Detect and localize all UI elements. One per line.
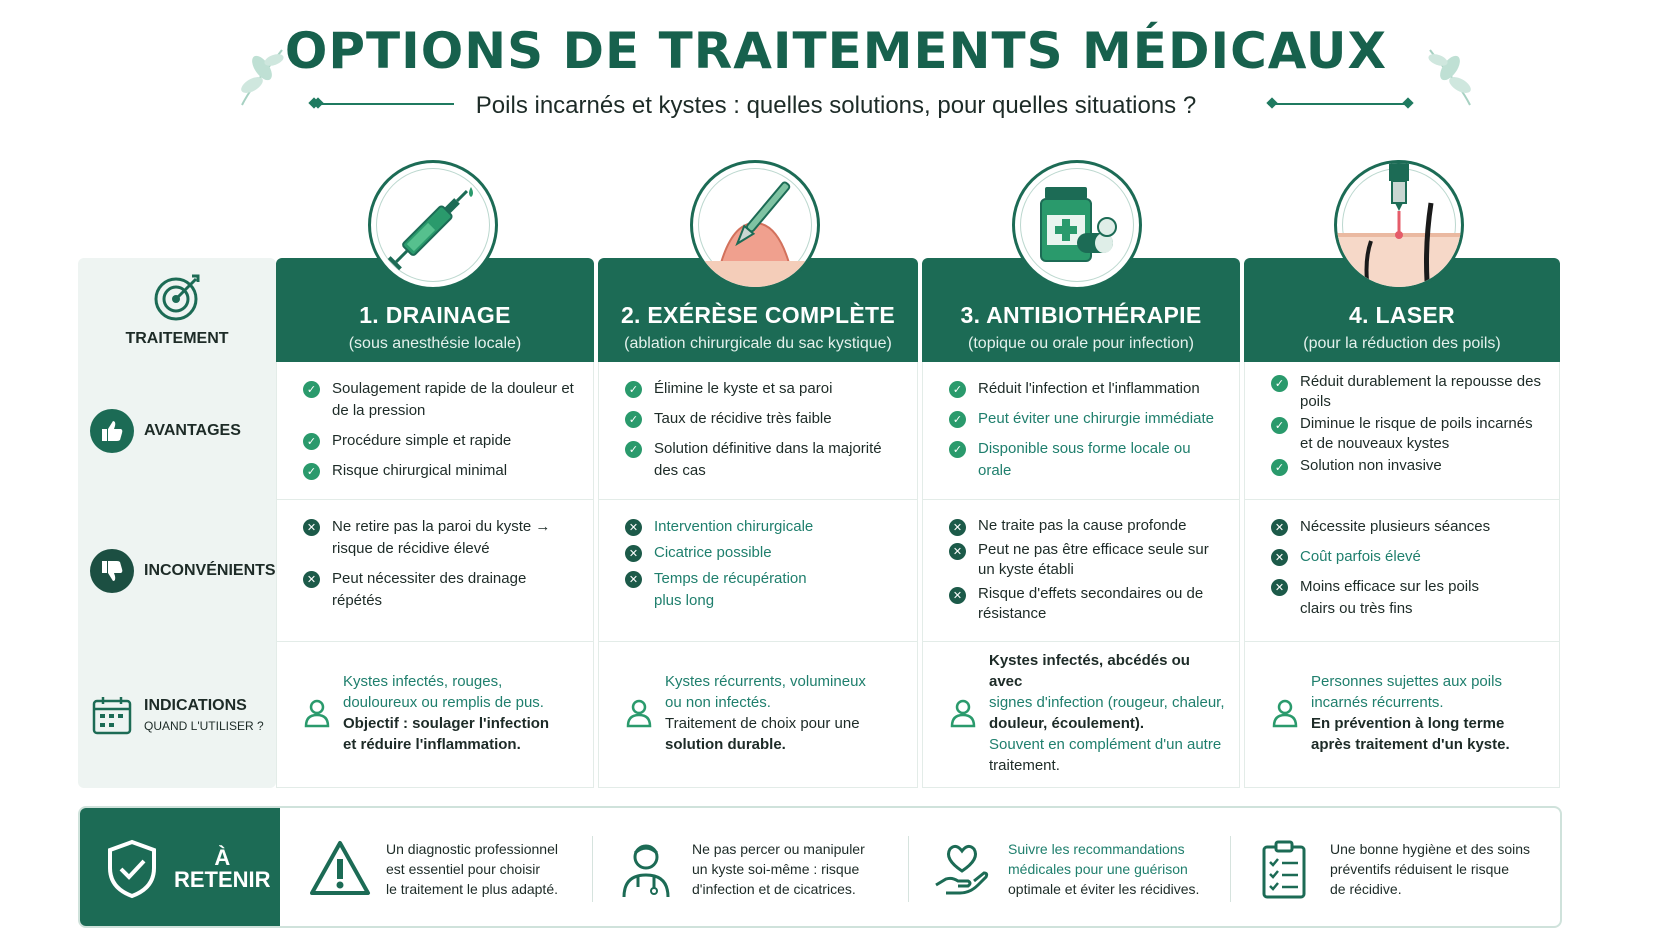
- check-icon: ✓: [949, 411, 966, 428]
- advantage-text: Élimine le kyste et sa paroi: [654, 380, 833, 397]
- row-label-treatment: [78, 258, 276, 362]
- row-label-disadvantages-text: INCONVÉNIENTS: [144, 562, 276, 579]
- advantage-text: Procédure simple et rapide: [332, 432, 512, 449]
- advantage-item: [303, 378, 579, 422]
- thumbs-up-icon: [90, 409, 134, 453]
- indication-text: Personnes sujettes aux poils: [1311, 672, 1502, 690]
- retain-tip-text: un kyste soi-même : risque: [692, 861, 860, 877]
- calendar-icon: [90, 693, 134, 737]
- indication-text: En prévention à long terme: [1311, 714, 1505, 732]
- advantage-text: Solution définitive dans la majorité des cas: [654, 440, 882, 479]
- advantage-item: [1271, 372, 1545, 412]
- advantage-text: Disponible sous forme locale ou orale: [978, 440, 1191, 479]
- person-icon: [625, 698, 653, 728]
- disadvantages-cell-laser: [1244, 500, 1560, 642]
- cross-icon: ✕: [303, 571, 320, 588]
- page-title: OPTIONS DE TRAITEMENTS MÉDICAUX: [284, 22, 1388, 80]
- advantage-item: [949, 408, 1225, 430]
- check-icon: ✓: [625, 381, 642, 398]
- disadvantages-cell-drainage: [276, 500, 594, 642]
- advantage-item: [303, 430, 579, 452]
- retain-tip-text: Un diagnostic professionnel: [386, 841, 558, 857]
- advantage-text: Taux de récidive très faible: [654, 410, 832, 427]
- row-label-advantages-text: AVANTAGES: [144, 422, 241, 439]
- retain-tip: [614, 808, 865, 928]
- row-label-disadvantages: [78, 500, 276, 642]
- page-subtitle: Poils incarnés et kystes : quelles solutions, pour quelles situations ?: [475, 92, 1197, 119]
- cross-icon: ✕: [625, 519, 642, 536]
- disadvantage-item: [1271, 516, 1545, 538]
- indication-text: Kystes infectés, rouges,: [343, 672, 503, 690]
- retain-label-bottom: RETENIR: [174, 867, 271, 892]
- check-icon: ✓: [1271, 459, 1288, 476]
- advantage-item: [625, 408, 903, 430]
- indication-text: Souvent en complément d'un autre: [989, 735, 1222, 753]
- cross-icon: ✕: [625, 571, 642, 588]
- indication-text: traitement.: [989, 756, 1060, 774]
- advantage-item: [1271, 456, 1545, 476]
- person-icon: [1271, 698, 1299, 728]
- disadvantage-text: Peut ne pas être efficace seule sur un kyste établi: [978, 541, 1209, 578]
- cross-icon: ✕: [1271, 579, 1288, 596]
- indication-text: et réduire l'inflammation.: [343, 735, 521, 753]
- disadvantage-text: Cicatrice possible: [654, 544, 772, 561]
- row-label-advantages: [78, 362, 276, 500]
- check-icon: ✓: [625, 411, 642, 428]
- disadvantage-item: [949, 584, 1225, 624]
- disadvantage-text: Risque d'effets secondaires ou de résistance: [978, 585, 1204, 622]
- row-label-treatment-text: TRAITEMENT: [125, 330, 229, 347]
- indications-cell-laser: [1244, 642, 1560, 788]
- retain-tip-text: Suivre les recommandations: [1008, 841, 1185, 857]
- indications-cell-drainage: [276, 642, 594, 788]
- cross-icon: ✕: [1271, 549, 1288, 566]
- retain-label-block: [80, 808, 280, 928]
- check-icon: ✓: [303, 381, 320, 398]
- column-subtitle: (sous anesthésie locale): [348, 335, 522, 352]
- retain-tip-text: d'infection et de cicatrices.: [692, 881, 856, 897]
- disadvantage-item: [625, 568, 903, 612]
- check-icon: ✓: [949, 441, 966, 458]
- retain-tip-text: de récidive.: [1330, 881, 1402, 897]
- disadvantage-text: Intervention chirurgicale: [654, 518, 814, 535]
- retain-separator: [1230, 836, 1231, 902]
- column-title: 1. DRAINAGE: [359, 302, 511, 328]
- retain-tip-text: le traitement le plus adapté.: [386, 881, 558, 897]
- disadvantage-text: Moins efficace sur les poils clairs ou très fins: [1300, 578, 1479, 617]
- disadvantage-text: Temps de récupération plus long: [654, 570, 807, 609]
- check-icon: ✓: [303, 463, 320, 480]
- advantages-cell-laser: [1244, 362, 1560, 500]
- scalpel-icon: [690, 160, 820, 290]
- shield-check-icon: [104, 838, 160, 900]
- advantage-text: Solution non invasive: [1300, 457, 1442, 474]
- disadvantage-item: [303, 516, 579, 560]
- retain-tip-text: Une bonne hygiène et des soins: [1330, 841, 1531, 857]
- retain-separator: [592, 836, 593, 902]
- indication-text: Kystes infectés, abcédés ou avec: [989, 651, 1190, 690]
- row-label-indications: [78, 642, 276, 788]
- disadvantage-text: Peut nécessiter des drainage répétés: [332, 570, 527, 609]
- indication-text: douleur, écoulement).: [989, 714, 1145, 732]
- cross-icon: ✕: [1271, 519, 1288, 536]
- retain-separator: [908, 836, 909, 902]
- indications-cell-antibiotherapie: [922, 642, 1240, 788]
- indication-text: signes d'infection (rougeur, chaleur,: [989, 693, 1225, 711]
- check-icon: ✓: [1271, 375, 1288, 392]
- syringe-icon: [368, 160, 498, 290]
- column-title: 4. LASER: [1349, 302, 1455, 328]
- advantage-item: [949, 378, 1225, 400]
- disadvantages-cell-antibiotherapie: [922, 500, 1240, 642]
- medicine-icon: [1012, 160, 1142, 290]
- indication-text: après traitement d'un kyste.: [1311, 735, 1510, 753]
- disadvantage-item: [949, 540, 1225, 580]
- retain-tip: [308, 808, 558, 928]
- advantage-text: Peut éviter une chirurgie immédiate: [978, 410, 1214, 427]
- heart-hand-icon: [930, 837, 994, 901]
- laser-icon: [1334, 160, 1464, 290]
- retain-tip-text: médicales pour une guérison: [1008, 861, 1188, 877]
- retain-tip-text: optimale et éviter les récidives.: [1008, 881, 1200, 897]
- advantages-cell-exerese: [598, 362, 918, 500]
- row-label-indications-text: INDICATIONS: [144, 697, 247, 714]
- decorative-line-right: [1268, 103, 1408, 105]
- cross-icon: ✕: [949, 587, 966, 604]
- cross-icon: ✕: [949, 543, 966, 560]
- cross-icon: ✕: [949, 519, 966, 536]
- indication-text: Traitement de choix pour une: [665, 714, 860, 732]
- disadvantage-item: [1271, 546, 1545, 568]
- indication-text: incarnés récurrents.: [1311, 693, 1444, 711]
- retain-tip: [930, 808, 1199, 928]
- disadvantage-item: [1271, 576, 1545, 620]
- header: [0, 0, 1672, 130]
- check-icon: ✓: [1271, 417, 1288, 434]
- indication-text: douloureux ou remplis de pus.: [343, 693, 544, 711]
- retain-section: [78, 806, 1562, 928]
- disadvantage-text: Ne traite pas la cause profonde: [978, 517, 1187, 534]
- indications-cell-exerese: [598, 642, 918, 788]
- check-icon: ✓: [625, 441, 642, 458]
- thumbs-down-icon: [90, 549, 134, 593]
- retain-tip-text: est essentiel pour choisir: [386, 861, 541, 877]
- retain-label-top: À: [214, 845, 231, 870]
- retain-tip: [1252, 808, 1530, 928]
- check-icon: ✓: [949, 381, 966, 398]
- disadvantage-text: Nécessite plusieurs séances: [1300, 518, 1491, 535]
- target-icon: [152, 272, 202, 322]
- cross-icon: ✕: [625, 545, 642, 562]
- row-label-indications-sub: QUAND L'UTILISER ?: [144, 719, 264, 733]
- advantage-item: [949, 438, 1225, 482]
- advantage-item: [625, 378, 903, 400]
- check-icon: ✓: [303, 433, 320, 450]
- advantage-text: Diminue le risque de poils incarnés et de nouveaux kystes: [1300, 415, 1533, 452]
- advantage-item: [303, 460, 579, 482]
- disadvantage-text: Coût parfois élevé: [1300, 548, 1421, 565]
- advantage-item: [625, 438, 903, 482]
- advantage-text: Réduit durablement la repousse des poils: [1300, 373, 1541, 410]
- column-title: 3. ANTIBIOTHÉRAPIE: [960, 302, 1202, 328]
- person-icon: [303, 698, 331, 728]
- advantages-cell-drainage: [276, 362, 594, 500]
- disadvantage-item: [625, 542, 903, 564]
- advantage-text: Réduit l'infection et l'inflammation: [978, 380, 1200, 397]
- column-subtitle: (ablation chirurgicale du sac kystique): [624, 335, 892, 352]
- warning-icon: [308, 837, 372, 901]
- disadvantage-item: [303, 568, 579, 612]
- indication-text: Objectif : soulager l'infection: [343, 714, 550, 732]
- indication-text: Kystes récurrents, volumineux: [665, 672, 866, 690]
- advantage-item: [1271, 414, 1545, 454]
- indication-text: solution durable.: [665, 735, 786, 753]
- column-title: 2. EXÉRÈSE COMPLÈTE: [620, 302, 896, 328]
- disadvantages-cell-exerese: [598, 500, 918, 642]
- column-subtitle: (topique ou orale pour infection): [968, 335, 1194, 352]
- doctor-icon: [614, 837, 678, 901]
- advantages-cell-antibiotherapie: [922, 362, 1240, 500]
- clipboard-icon: [1252, 837, 1316, 901]
- column-subtitle: (pour la réduction des poils): [1303, 335, 1501, 352]
- disadvantage-text: Ne retire pas la paroi du kyste → risque de récidive élevé: [332, 518, 551, 557]
- advantage-text: Soulagement rapide de la douleur et de la pression: [332, 380, 574, 419]
- indication-text: ou non infectés.: [665, 693, 771, 711]
- advantage-text: Risque chirurgical minimal: [332, 462, 508, 479]
- disadvantage-item: [625, 516, 903, 538]
- disadvantage-item: [949, 516, 1225, 536]
- person-icon: [949, 698, 977, 728]
- retain-tip-text: préventifs réduisent le risque: [1330, 861, 1509, 877]
- retain-tip-text: Ne pas percer ou manipuler: [692, 841, 865, 857]
- cross-icon: ✕: [303, 519, 320, 536]
